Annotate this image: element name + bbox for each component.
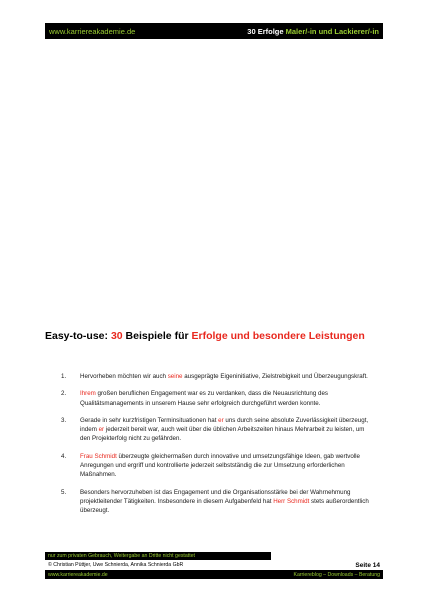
- heading-part1: Easy-to-use:: [45, 330, 111, 342]
- header-title-highlight: Maler/-in und Lackierer/-in: [285, 26, 379, 36]
- list-item: [61, 372, 371, 381]
- header-title: [247, 27, 379, 36]
- text-segment: ausgeprägte Eigeninitiative, Zielstrebigkeit und Überzeugungskraft.: [182, 373, 368, 380]
- footer-site-link[interactable]: www.karriereakademie.de: [48, 572, 108, 578]
- text-segment: uns durch seine absolute Zuverlässigkeit überzeugt, indem: [80, 416, 369, 434]
- list-item-text: [80, 389, 371, 408]
- highlighted-text: seine: [167, 373, 183, 380]
- list-item-number: 4.: [61, 452, 67, 460]
- highlighted-text: Frau Schmidt: [80, 452, 117, 460]
- page-number: Seite 14: [355, 561, 380, 569]
- example-list: [61, 372, 371, 524]
- list-item-number: 1.: [61, 373, 67, 380]
- text-segment: überzeugte gleichermaßen durch innovative und umsetzungsfähige Ideen, gab wertvolle Anregungen und ergriff und kontrollierte jederzeit selbstständig die zur Umsetzung erforderlichen Maßnahmen.: [80, 452, 360, 479]
- list-item: [61, 416, 371, 444]
- list-item-text: [80, 452, 371, 480]
- text-segment: Hervorheben möchten wir auch: [80, 373, 168, 380]
- heading-part2: Beispiele für: [122, 330, 192, 342]
- list-item-number: 3.: [61, 416, 67, 424]
- highlighted-text: Herr Schmidt: [273, 497, 310, 505]
- highlighted-text: Ihrem: [80, 390, 96, 398]
- header-bar: [45, 23, 383, 39]
- list-item: [61, 488, 371, 516]
- highlighted-text: er: [98, 426, 105, 434]
- page-heading: [45, 330, 385, 342]
- highlighted-text: er: [218, 416, 224, 424]
- heading-number: 30: [110, 330, 123, 342]
- page-footer: [45, 552, 383, 579]
- list-item-number: 2.: [61, 390, 67, 398]
- header-title-prefix: 30 Erfolge: [247, 26, 286, 36]
- list-item: [61, 452, 371, 480]
- footer-copyright-row: [45, 560, 383, 571]
- text-segment: stets außerordentlich überzeugt.: [80, 497, 369, 515]
- footer-bottom-bar: [45, 571, 383, 579]
- text-segment: großen beruflichen Engagement war es zu verdanken, dass die Neuausrichtung des Qualitätsmanagements in unserem Hause sehr erfolgreich durchgeführt werden konnte.: [80, 390, 328, 407]
- list-item-text: [80, 372, 371, 381]
- list-item-number: 5.: [61, 488, 67, 496]
- footer-notice: nur zum privaten Gebrauch, Weitergabe an Dritte nicht gestattet: [45, 552, 271, 560]
- heading-part3: Erfolge und besondere Leistungen: [191, 330, 365, 342]
- text-segment: jederzeit bereit war, auch weit über die üblichen Arbeitszeiten hinaus Mehrarbeit zu leisten, um den Projekterfolg nicht zu gefährden.: [80, 426, 365, 443]
- footer-links: Karriereblog – Downloads – Beratung: [293, 572, 380, 578]
- text-segment: Besonders hervorzuheben ist das Engagement und die Organisationsstärke bei der Wahrnehmung projektleitender Tätigkeiten. Insbesondere in diesem Aufgabenfeld hat: [80, 488, 351, 505]
- footer-copyright: © Christian Püttjer, Uwe Schnierda, Annika Schnierda GbR: [48, 562, 184, 568]
- list-item-text: [80, 416, 371, 444]
- header-site-link[interactable]: www.karriereakademie.de: [49, 26, 136, 36]
- list-item: [61, 389, 371, 408]
- list-item-text: [80, 488, 371, 516]
- text-segment: Gerade in sehr kurzfristigen Terminsituationen hat: [80, 416, 219, 424]
